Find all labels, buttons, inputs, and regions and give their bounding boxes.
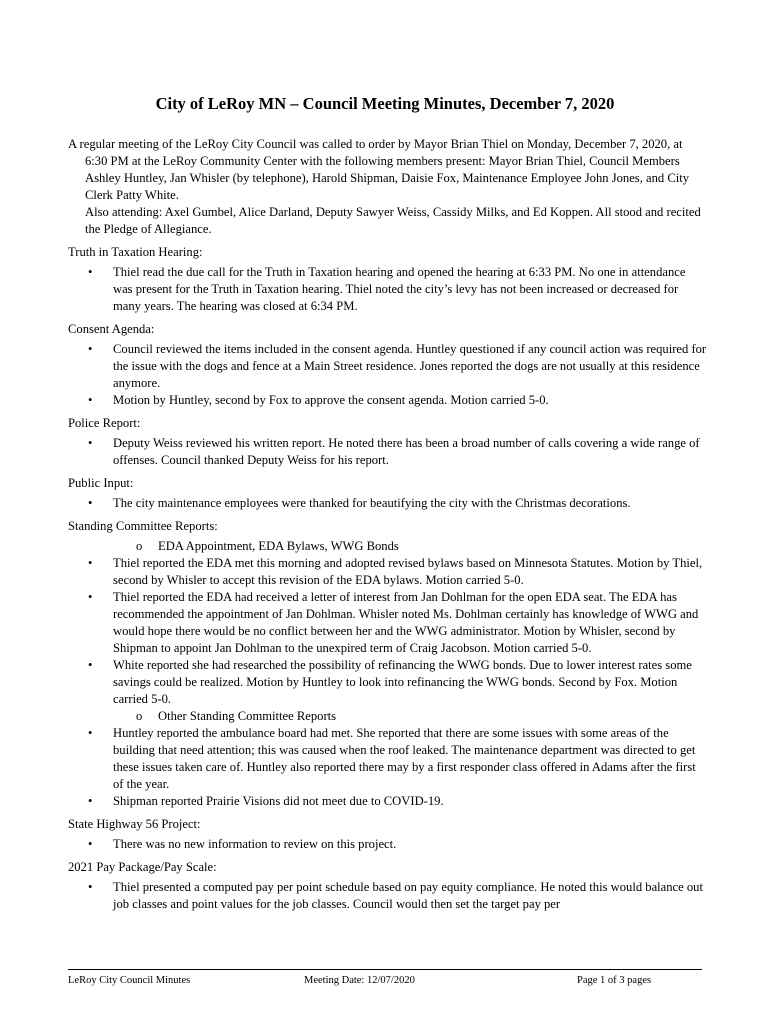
intro-paragraph: A regular meeting of the LeRoy City Council was called to order by Mayor Brian Thiel on Monday, December 7, 2020, at 6:30 PM at the LeRoy Community Center with the following members present: Mayor Brian Thiel, Council Members Ashley Huntley, Jan Whisler (by telephone), Harold Shipman, Daisie Fox, Maintenance Employee John Jones, and City Clerk Patty White. — [68, 137, 690, 202]
bullet-icon: • — [88, 496, 93, 510]
list-item: • Motion by Huntley, second by Fox to approve the consent agenda. Motion carried 5-0. — [88, 393, 549, 407]
highway-list — [68, 836, 708, 853]
list-item: • Thiel read the due call for the Truth in Taxation hearing and opened the hearing at 6:33 PM. No one in attendance was present for the Truth in Taxation hearing. Thiel noted the city’s levy has not been increased or decreased for many years. The hearing was closed at 6:34 PM. — [88, 265, 686, 313]
bullet-icon: • — [88, 590, 93, 604]
heading-police-report: Police Report: — [68, 416, 141, 430]
list-item: • Thiel reported the EDA met this morning and adopted revised bylaws based on Minnesota Statutes. Motion by Thiel, second by Whisler to accept this revision of the EDA bylaws. Motion carried 5-0. — [88, 556, 703, 587]
heading-public-input: Public Input: — [68, 476, 134, 490]
heading-highway-project: State Highway 56 Project: — [68, 817, 201, 831]
also-attending-paragraph: Also attending: Axel Gumbel, Alice Darland, Deputy Sawyer Weiss, Cassidy Milks, and Ed Koppen. All stood and recited the Pledge of Allegiance. — [85, 205, 701, 236]
heading-pay-package: 2021 Pay Package/Pay Scale: — [68, 860, 217, 874]
sub-heading-eda: o EDA Appointment, EDA Bylaws, WWG Bonds — [136, 539, 399, 553]
list-item: • Shipman reported Prairie Visions did not meet due to COVID-19. — [88, 794, 444, 808]
list-item: • Deputy Weiss reviewed his written report. He noted there has been a broad number of calls covering a wide range of offenses. Council thanked Deputy Weiss for his report. — [88, 436, 700, 467]
bullet-icon: • — [88, 436, 93, 450]
footer-divider — [68, 969, 702, 970]
footer-page-number: Page 1 of 3 pages — [577, 975, 652, 986]
heading-standing-committee: Standing Committee Reports: — [68, 519, 218, 533]
sub-heading-other-reports: o Other Standing Committee Reports — [136, 709, 337, 723]
page-title: City of LeRoy MN – Council Meeting Minutes, December 7, 2020 — [155, 94, 615, 113]
bullet-icon: • — [88, 556, 93, 570]
bullet-icon: • — [88, 794, 93, 808]
police-list — [68, 435, 708, 469]
bullet-icon: • — [88, 265, 93, 279]
consent-list — [68, 341, 708, 409]
bullet-icon: • — [88, 342, 93, 356]
list-item: • White reported she had researched the possibility of refinancing the WWG bonds. Due to lower interest rates some savings could be realized. Motion by Huntley to look into refinancing the WWG bonds. Second by Fox. Motion carried 5-0. — [88, 658, 692, 706]
truth-list — [68, 264, 708, 315]
heading-truth-in-taxation: Truth in Taxation Hearing: — [68, 245, 203, 259]
footer-meeting-date: Meeting Date: 12/07/2020 — [304, 975, 415, 986]
list-item: • There was no new information to review on this project. — [88, 837, 397, 851]
bullet-icon: • — [88, 880, 93, 894]
heading-consent-agenda: Consent Agenda: — [68, 322, 155, 336]
sub-bullet-icon: o — [136, 539, 143, 553]
list-item: • Council reviewed the items included in the consent agenda. Huntley questioned if any council action was required for the issue with the dogs and fence at a Main Street residence. Jones reported the dogs are not usually at this residence anymore. — [88, 342, 707, 390]
bullet-icon: • — [88, 837, 93, 851]
bullet-icon: • — [88, 658, 93, 672]
pay-list — [68, 879, 708, 913]
list-item: • Huntley reported the ambulance board had met. She reported that there are some issues with some areas of the building that need attention; this was caused when the roof leaked. The maintenance department was directed to get these issues taken care of. Huntley also reported there may by a first responder class offered in Adams after the first of the year. — [88, 726, 696, 791]
list-item: • The city maintenance employees were thanked for beautifying the city with the Christmas decorations. — [88, 496, 631, 510]
public-list — [68, 495, 708, 512]
bullet-icon: • — [88, 726, 93, 740]
list-item: • Thiel presented a computed pay per point schedule based on pay equity compliance. He noted this would balance out job classes and point values for the job classes. Council would then set the target pay per — [88, 880, 703, 911]
sub-bullet-icon: o — [136, 709, 143, 723]
bullet-icon: • — [88, 393, 93, 407]
footer-left: LeRoy City Council Minutes — [68, 975, 191, 986]
list-item: • Thiel reported the EDA had received a letter of interest from Jan Dohlman for the open EDA seat. The EDA has recommended the appointment of Jan Dohlman. Whisler noted Ms. Dohlman certainly has knowledge of WWG and would hope there would be no conflict between her and the WWG administrator. Motion by Whisler, second by Shipman to appoint Jan Dohlman to the unexpired term of Craig Jacobson. Motion carried 5-0. — [88, 590, 699, 655]
minutes-body — [68, 136, 708, 913]
standing-list-a — [68, 555, 708, 708]
standing-list-b — [68, 725, 708, 810]
